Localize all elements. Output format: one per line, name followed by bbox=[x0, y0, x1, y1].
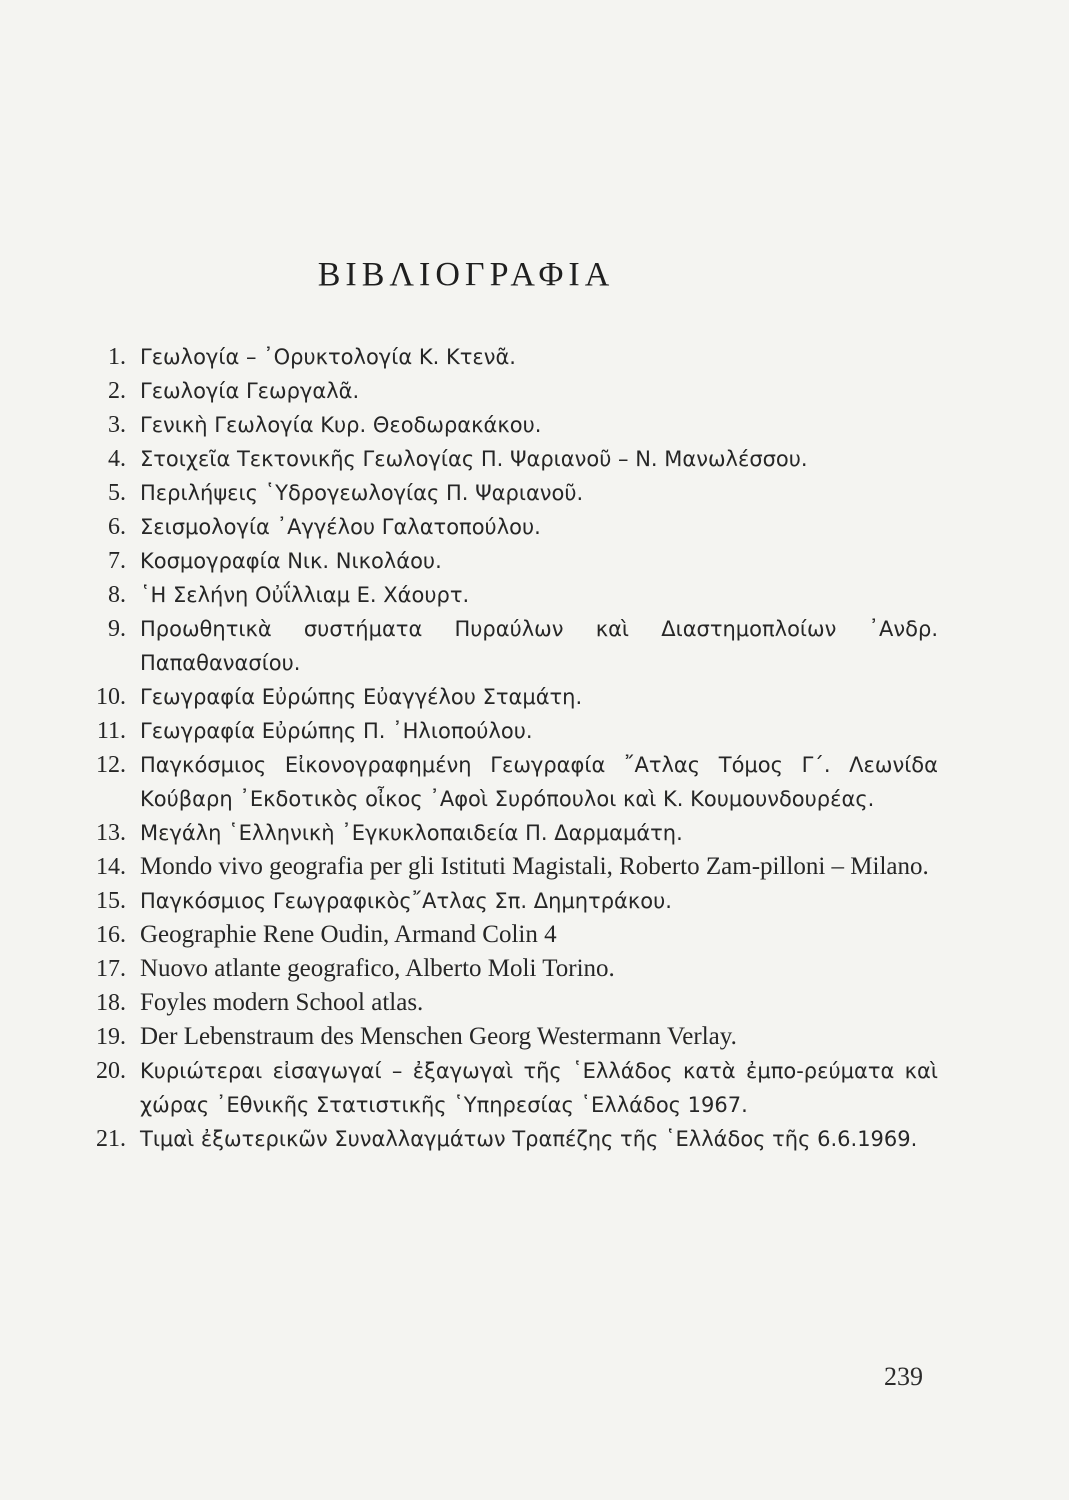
entry-text: Σεισμολογία ᾿Αγγέλου Γαλατοπούλου. bbox=[140, 515, 541, 539]
entry-text: ῾Η Σελήνη Οὐΐλλιαμ Ε. Χάουρτ. bbox=[140, 583, 470, 607]
list-item bbox=[78, 918, 938, 952]
entry-number: 20. bbox=[96, 1058, 126, 1084]
entry-text: Στοιχεῖα Τεκτονικῆς Γεωλογίας Π. Ψαριανοῦ – Ν. Μανωλέσσου. bbox=[140, 447, 808, 471]
page-number: 239 bbox=[884, 1362, 923, 1391]
page-title: ΒΙΒΛΙΟΓΡΑΦΙΑ bbox=[317, 256, 615, 293]
entry-number: 6. bbox=[108, 514, 126, 540]
list-item bbox=[78, 952, 938, 986]
entry-text: Mondo vivo geografia per gli Istituti Magistali, Roberto Zam-pilloni – Milano. bbox=[140, 853, 929, 880]
entry-number: 2. bbox=[108, 378, 126, 404]
list-item bbox=[78, 374, 938, 408]
entry-number: 14. bbox=[96, 854, 126, 880]
entry-text: Der Lebenstraum des Menschen Georg Westermann Verlay. bbox=[140, 1023, 737, 1050]
entry-number: 1. bbox=[108, 344, 126, 370]
entry-number: 7. bbox=[108, 548, 126, 574]
entry-text: Γεωλογία Γεωργαλᾶ. bbox=[140, 379, 360, 403]
entry-number: 12. bbox=[96, 752, 126, 778]
list-item bbox=[78, 850, 938, 884]
entry-number: 13. bbox=[96, 820, 126, 846]
entry-number: 21. bbox=[96, 1126, 126, 1152]
bibliography-list bbox=[78, 340, 938, 1156]
entry-number: 9. bbox=[108, 616, 126, 642]
entry-number: 16. bbox=[96, 922, 126, 948]
entry-text: Geographie Rene Oudin, Armand Colin 4 bbox=[140, 921, 557, 948]
list-item bbox=[78, 1122, 938, 1156]
entry-text: Γενικὴ Γεωλογία Κυρ. Θεοδωρακάκου. bbox=[140, 413, 542, 437]
list-item bbox=[78, 1020, 938, 1054]
entry-text: Τιμαὶ ἐξωτερικῶν Συναλλαγμάτων Τραπέζης τῆς ῾Ελλάδος τῆς 6.6.1969. bbox=[140, 1127, 918, 1151]
list-item bbox=[78, 680, 938, 714]
entry-number: 15. bbox=[96, 888, 126, 914]
list-item bbox=[78, 544, 938, 578]
list-item bbox=[78, 816, 938, 850]
list-item bbox=[78, 408, 938, 442]
entry-text: Nuovo atlante geografico, Alberto Moli Torino. bbox=[140, 955, 615, 982]
list-item bbox=[78, 476, 938, 510]
list-item bbox=[78, 714, 938, 748]
entry-number: 11. bbox=[96, 718, 126, 744]
list-item bbox=[78, 340, 938, 374]
entry-text: Γεωλογία – ᾿Ορυκτολογία Κ. Κτενᾶ. bbox=[140, 345, 516, 369]
list-item bbox=[78, 442, 938, 476]
entry-text: Κοσμογραφία Νικ. Νικολάου. bbox=[140, 549, 442, 573]
list-item bbox=[78, 510, 938, 544]
entry-number: 8. bbox=[108, 582, 126, 608]
entry-number: 3. bbox=[108, 412, 126, 438]
entry-text: Μεγάλη ῾Ελληνικὴ ᾿Εγκυκλοπαιδεία Π. Δαρμαμάτη. bbox=[140, 821, 683, 845]
list-item bbox=[78, 884, 938, 918]
entry-number: 5. bbox=[108, 480, 126, 506]
entry-text: Παγκόσμιος Γεωγραφικὸς῎Ατλας Σπ. Δημητράκου. bbox=[140, 889, 672, 913]
entry-text: Προωθητικὰ συστήματα Πυραύλων καὶ Διαστημοπλοίων ᾿Ανδρ. Παπαθανασίου. bbox=[140, 617, 938, 675]
list-item bbox=[78, 578, 938, 612]
list-item bbox=[78, 1054, 938, 1122]
entry-number: 18. bbox=[96, 990, 126, 1016]
entry-text: Γεωγραφία Εὐρώπης Π. ᾿Ηλιοπούλου. bbox=[140, 719, 533, 743]
entry-text: Κυριώτεραι εἰσαγωγαί – ἐξαγωγαὶ τῆς ῾Ελλάδος κατὰ ἐμπο-ρεύματα καὶ χώρας ᾿Εθνικῆς Στατιστικῆς ῾Υπηρεσίας ῾Ελλάδος 1967. bbox=[140, 1059, 938, 1117]
entry-text: Foyles modern School atlas. bbox=[140, 989, 424, 1016]
list-item bbox=[78, 748, 938, 816]
entry-number: 4. bbox=[108, 446, 126, 472]
list-item bbox=[78, 612, 938, 680]
entry-text: Περιλήψεις ῾Υδρογεωλογίας Π. Ψαριανοῦ. bbox=[140, 481, 584, 505]
entry-text: Γεωγραφία Εὐρώπης Εὐαγγέλου Σταμάτη. bbox=[140, 685, 583, 709]
entry-number: 10. bbox=[96, 684, 126, 710]
entry-number: 17. bbox=[96, 956, 126, 982]
entry-text: Παγκόσμιος Εἰκονογραφημένη Γεωγραφία ῎Ατλας Τόμος Γ΄. Λεωνίδα Κούβαρη ᾿Εκδοτικὸς οἶκος ᾿Αφοὶ Συρόπουλοι καὶ Κ. Κουμουνδουρέας. bbox=[140, 753, 938, 811]
list-item bbox=[78, 986, 938, 1020]
entry-number: 19. bbox=[96, 1024, 126, 1050]
